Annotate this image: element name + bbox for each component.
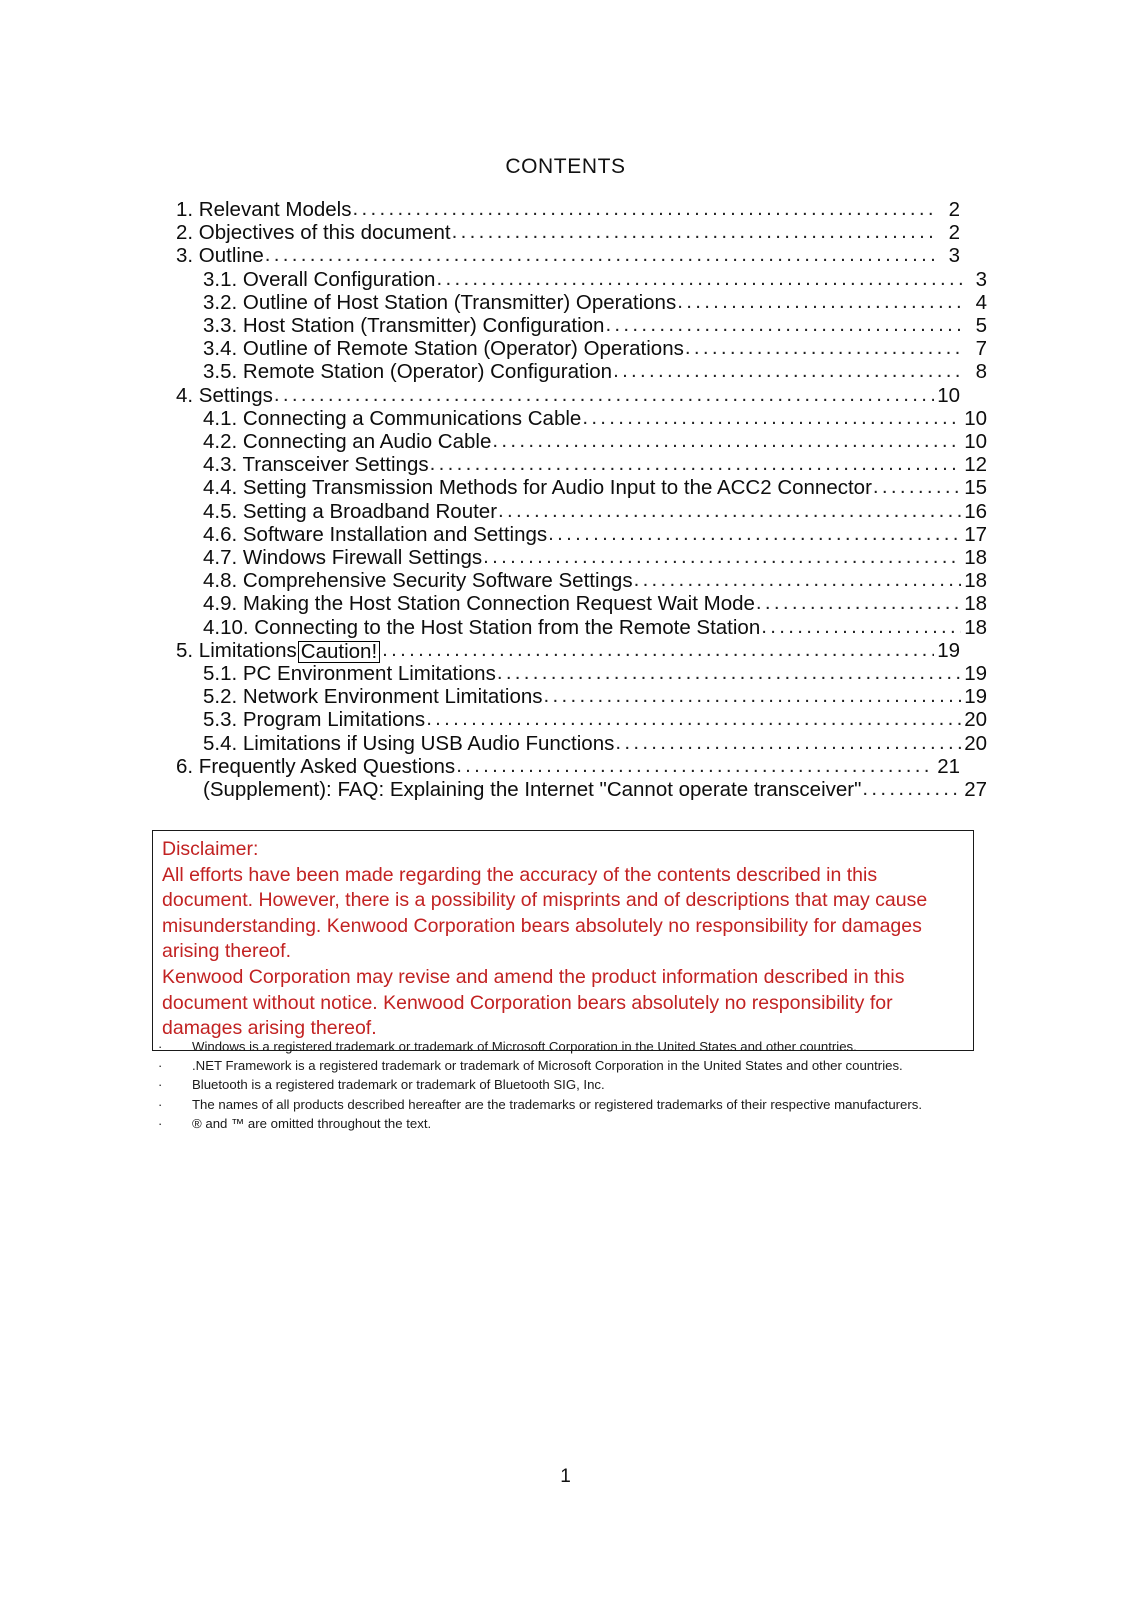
bullet-icon: ·	[158, 1058, 163, 1074]
toc-entry[interactable]	[176, 708, 987, 731]
toc-entry-label: 4.8. Comprehensive Security Software Settings	[203, 569, 633, 593]
toc-leader-dots	[352, 197, 935, 220]
toc-leader-dots	[483, 545, 961, 568]
toc-entry-label: 4.10. Connecting to the Host Station from the Remote Station	[203, 615, 761, 639]
toc-entry-label: (Supplement): FAQ: Explaining the Internet "Cannot operate transceiver"	[203, 778, 862, 802]
toc-entry-page: 3	[975, 267, 987, 291]
toc-leader-dots	[761, 615, 961, 638]
toc-entry-page: 10	[937, 383, 960, 407]
toc-entry-label: 4.6. Software Installation and Settings	[203, 522, 548, 546]
toc-entry-label: 5.3. Program Limitations	[203, 708, 426, 732]
toc-leader-dots	[265, 243, 935, 266]
toc-entry-label: 3.4. Outline of Remote Station (Operator) Operations	[203, 337, 684, 361]
toc-entry-label: 4.9. Making the Host Station Connection Request Wait Mode	[203, 592, 755, 616]
toc-entry-page: 10	[964, 430, 987, 454]
toc-entry-page: 27	[964, 778, 987, 802]
toc-entry[interactable]	[176, 592, 987, 615]
toc-entry-page: 18	[964, 592, 987, 616]
toc-entry-label: 3.3. Host Station (Transmitter) Configuration	[203, 314, 605, 338]
toc-entry[interactable]	[176, 732, 987, 755]
toc-leader-dots	[382, 638, 934, 661]
trademark-text: Bluetooth is a registered trademark or trademark of Bluetooth SIG, Inc.	[192, 1077, 605, 1093]
toc-entry-page: 18	[964, 615, 987, 639]
toc-leader-dots	[677, 290, 962, 313]
disclaimer-heading: Disclaimer:	[162, 838, 259, 860]
toc-leader-dots	[605, 313, 962, 336]
toc-entry-page: 20	[964, 708, 987, 732]
toc-entry-label: 4. Settings	[176, 383, 273, 407]
toc-entry-label: 5. Limitations	[176, 638, 297, 662]
toc-entry-page: 19	[964, 662, 987, 686]
toc-entry[interactable]	[176, 685, 987, 708]
toc-entry[interactable]	[176, 639, 960, 662]
toc-entry-page: 17	[964, 522, 987, 546]
toc-entry[interactable]	[176, 755, 960, 778]
caution-badge: Caution!	[298, 641, 380, 663]
toc-entry-page: 20	[964, 731, 987, 755]
toc-leader-dots	[492, 429, 961, 452]
toc-entry[interactable]	[176, 337, 987, 360]
bullet-icon: ·	[158, 1115, 163, 1131]
toc-entry[interactable]	[176, 500, 987, 523]
toc-entry[interactable]	[176, 314, 987, 337]
toc-leader-dots	[274, 383, 934, 406]
toc-entry[interactable]	[176, 360, 987, 383]
toc-entry-label: 6. Frequently Asked Questions	[176, 754, 456, 778]
trademark-item	[158, 1114, 988, 1133]
toc-entry[interactable]	[176, 221, 960, 244]
toc-entry-page: 5	[975, 314, 987, 338]
toc-entry-page: 18	[964, 546, 987, 570]
toc-entry-page: 3	[948, 244, 960, 268]
toc-entry-page: 10	[964, 406, 987, 430]
page-title: CONTENTS	[505, 155, 626, 178]
trademark-text: The names of all products described hereafter are the trademarks or registered trademarks of their respective manufacturers.	[192, 1096, 923, 1112]
toc-entry-page: 16	[964, 499, 987, 523]
trademark-text: ® and ™ are omitted throughout the text.	[192, 1115, 432, 1131]
toc-entry-label: 3.5. Remote Station (Operator) Configuration	[203, 360, 613, 384]
disclaimer-paragraph-1: All efforts have been made regarding the accuracy of the contents described in this document. However, there is a possibility of misprints and of descriptions that may cause misunderstanding. Kenwood Corporation bears absolutely no responsibility for damages arising thereof.	[162, 863, 928, 963]
toc-entry-label: 1. Relevant Models	[176, 198, 352, 221]
toc-leader-dots	[548, 522, 961, 545]
page-number: 1	[560, 1466, 571, 1487]
toc-leader-dots	[498, 499, 961, 522]
toc-entry-label: 3.1. Overall Configuration	[203, 267, 436, 291]
toc-entry-label: 4.5. Setting a Broadband Router	[203, 499, 498, 523]
trademark-text: .NET Framework is a registered trademark or trademark of Microsoft Corporation in the United States and other countries.	[192, 1058, 903, 1074]
toc-entry-label: 4.2. Connecting an Audio Cable	[203, 430, 492, 454]
bullet-icon: ·	[158, 1096, 163, 1112]
trademark-item	[158, 1056, 988, 1075]
toc-entry-label: 2. Objectives of this document	[176, 221, 451, 245]
toc-entry[interactable]	[176, 569, 987, 592]
toc-leader-dots	[430, 452, 962, 475]
toc-leader-dots	[452, 220, 935, 243]
toc-entry-page: 21	[937, 754, 960, 778]
toc-leader-dots	[426, 707, 961, 730]
toc-entry-page: 18	[964, 569, 987, 593]
toc-entry[interactable]	[176, 778, 987, 801]
trademark-notices	[158, 1037, 988, 1133]
toc-leader-dots	[456, 754, 934, 777]
toc-entry[interactable]	[176, 430, 987, 453]
toc-entry[interactable]	[176, 662, 987, 685]
toc-entry-label: 5.2. Network Environment Limitations	[203, 685, 543, 709]
trademark-item	[158, 1095, 988, 1114]
toc-leader-dots	[615, 731, 961, 754]
toc-leader-dots	[613, 359, 962, 382]
toc-entry[interactable]	[176, 407, 987, 430]
toc-leader-dots	[873, 475, 961, 498]
toc-entry-page: 2	[948, 221, 960, 245]
toc-entry-page: 7	[975, 337, 987, 361]
toc-entry-page: 12	[964, 453, 987, 477]
trademark-text: Windows is a registered trademark or trademark of Microsoft Corporation in the United States and other countries.	[192, 1039, 857, 1054]
toc-leader-dots	[685, 336, 962, 359]
bullet-icon: ·	[158, 1039, 163, 1054]
toc-entry-label: 4.4. Setting Transmission Methods for Audio Input to the ACC2 Connector	[203, 476, 872, 500]
toc-entry-label: 5.1. PC Environment Limitations	[203, 662, 496, 686]
toc-entry-page: 19	[964, 685, 987, 709]
toc-entry[interactable]	[176, 291, 987, 314]
toc-entry-page: 2	[948, 198, 960, 221]
toc-entry[interactable]	[176, 268, 987, 291]
disclaimer-paragraph-2: Kenwood Corporation may revise and amend the product information described in this document without notice. Kenwood Corporation bears absolutely no responsibility for damages arising thereof.	[162, 965, 905, 1040]
toc-leader-dots	[497, 661, 961, 684]
toc-entry[interactable]	[176, 384, 960, 407]
toc-entry-label: 4.1. Connecting a Communications Cable	[203, 406, 582, 430]
toc-entry[interactable]	[176, 546, 987, 569]
toc-entry-page: 19	[937, 638, 960, 662]
toc-entry-label: 3.2. Outline of Host Station (Transmitter) Operations	[203, 290, 677, 314]
toc-leader-dots	[582, 406, 961, 429]
table-of-contents	[176, 198, 987, 802]
trademark-item	[158, 1037, 988, 1056]
toc-leader-dots	[436, 267, 962, 290]
trademark-item	[158, 1075, 988, 1094]
toc-leader-dots	[544, 684, 962, 707]
toc-entry-page: 4	[975, 290, 987, 314]
toc-leader-dots	[862, 777, 961, 800]
toc-leader-dots	[756, 591, 961, 614]
toc-entry-label: 3. Outline	[176, 244, 264, 268]
toc-entry-label: 4.7. Windows Firewall Settings	[203, 546, 483, 570]
toc-entry[interactable]	[176, 453, 987, 476]
toc-entry-label: 5.4. Limitations if Using USB Audio Functions	[203, 731, 615, 755]
toc-entry[interactable]	[176, 198, 960, 221]
disclaimer-box	[152, 830, 974, 1051]
toc-entry[interactable]	[176, 616, 987, 639]
toc-entry[interactable]	[176, 523, 987, 546]
toc-entry-page: 15	[964, 476, 987, 500]
toc-entry[interactable]	[176, 476, 987, 499]
toc-entry[interactable]	[176, 244, 960, 267]
toc-leader-dots	[634, 568, 962, 591]
toc-entry-label: 4.3. Transceiver Settings	[203, 453, 429, 477]
bullet-icon: ·	[158, 1077, 163, 1093]
toc-entry-page: 8	[975, 360, 987, 384]
